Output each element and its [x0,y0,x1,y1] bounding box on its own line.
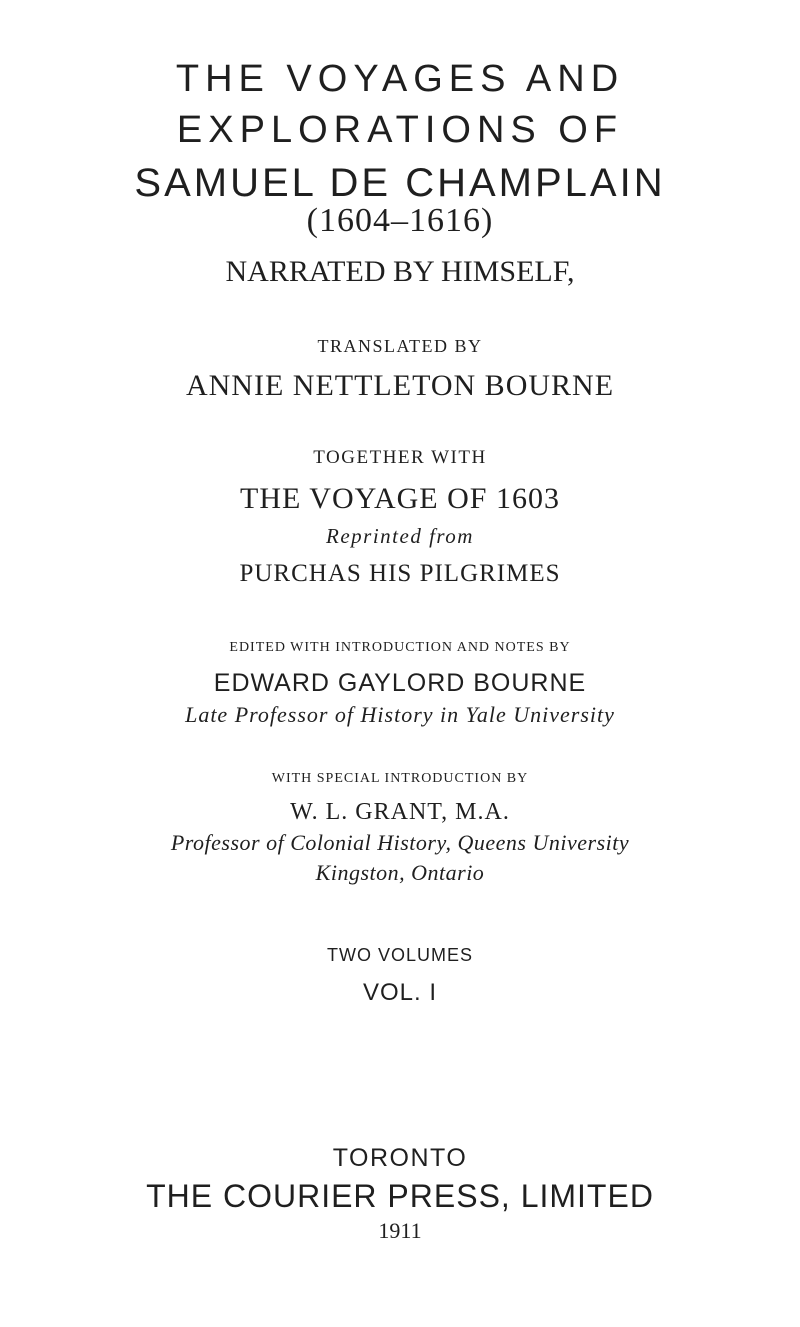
translated-by-label: TRANSLATED BY [317,336,483,356]
imprint-year: 1911 [378,1218,422,1243]
edited-by-label: EDITED WITH INTRODUCTION AND NOTES BY [229,640,571,655]
introduction-author-name: W. L. GRANT, M.A. [290,799,510,825]
volume-count: TWO VOLUMES [326,945,473,965]
imprint-publisher: THE COURIER PRESS, LIMITED [146,1178,654,1214]
supplement-title: THE VOYAGE OF 1603 [240,482,560,515]
editor-name: EDWARD GAYLORD BOURNE [213,669,587,697]
main-title-line-2: EXPLORATIONS OF [176,109,624,151]
together-with-label: TOGETHER WITH [313,447,487,468]
date-range: (1604–1616) [306,202,494,239]
translator-name: ANNIE NETTLETON BOURNE [185,369,615,402]
main-title-line-3: SAMUEL DE CHAMPLAIN [134,161,666,205]
volume-number: VOL. I [362,979,438,1006]
reprinted-from-label: Reprinted from [326,524,474,548]
special-introduction-label: WITH SPECIAL INTRODUCTION BY [271,771,529,786]
introduction-author-place: Kingston, Ontario [315,860,485,885]
narrated-by-line: NARRATED BY HIMSELF, [225,255,575,288]
source-title: PURCHAS HIS PILGRIMES [239,560,561,587]
introduction-author-affiliation: Professor of Colonial History, Queens University [170,830,630,855]
editor-affiliation: Late Professor of History in Yale University [185,702,615,727]
imprint-city: TORONTO [332,1144,468,1172]
main-title-line-1: THE VOYAGES AND [175,58,625,100]
